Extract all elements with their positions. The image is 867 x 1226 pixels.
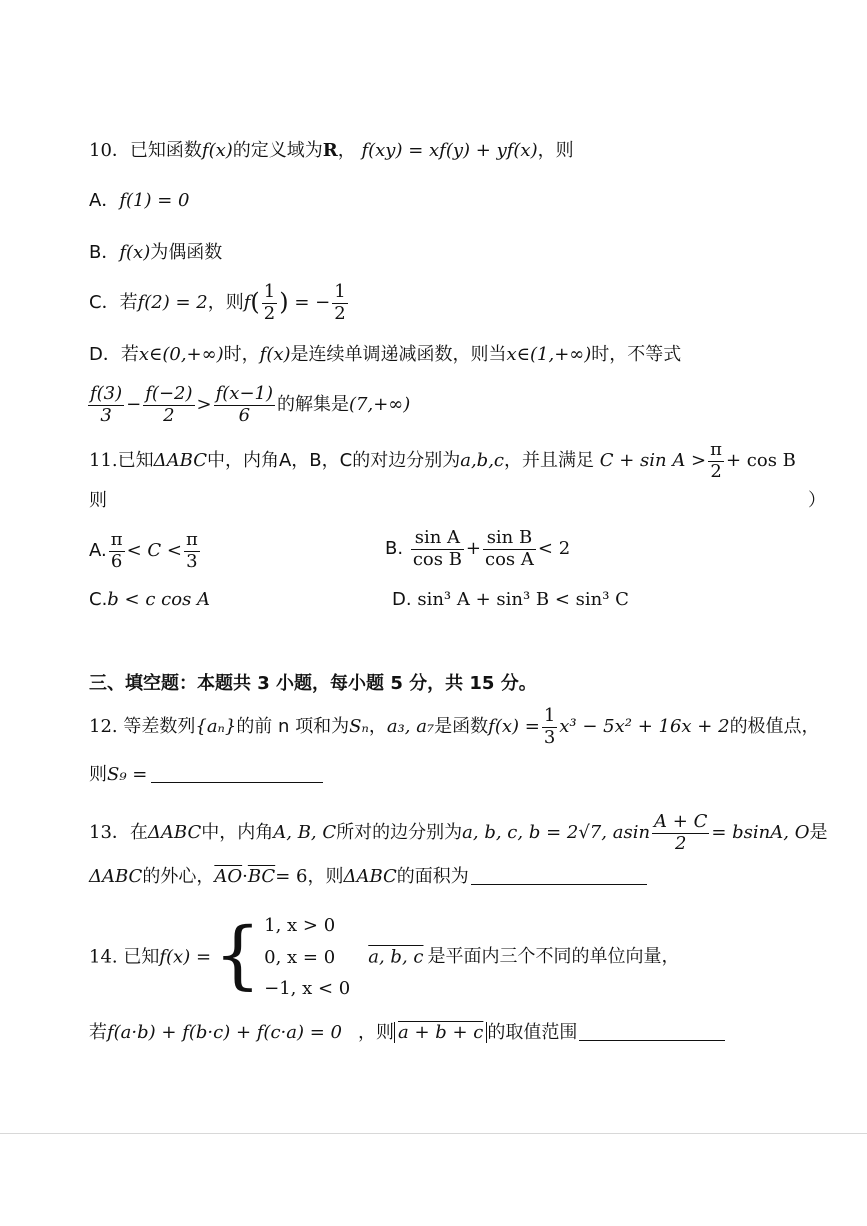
- q10-stem: 10．已知函数f(x)的定义域为R， f(xy) = xf(y) + yf(x)，则: [89, 140, 574, 161]
- q11-number: 11.: [89, 450, 118, 472]
- q10-option-d-inequality: $\frac{f(3)}{3}$ − $\frac{f(-2)}{2}$ > $\frac{f(x-1)}{6}$ 的解集是(7,+∞): [90, 383, 411, 426]
- page-divider: [0, 1133, 867, 1134]
- q14-number: 14.: [89, 946, 118, 968]
- q10-option-b: B．f(x)为偶函数: [89, 242, 223, 263]
- q14-stem-cont: 若f(a·b) + f(b·c) + f(c·a) = 0 ，则 a + b + c 的取值范围: [89, 1024, 725, 1042]
- q10-option-a: A．f(1) = 0: [89, 190, 190, 211]
- q11-option-a: A. $\frac{\pi}{6}$ < C < $\frac{\pi}{3}$: [89, 529, 198, 572]
- section-title: 三、填空题：本题共 3 小题，每小题 5 分，共 15 分。: [89, 673, 537, 694]
- piecewise-brace: {: [214, 912, 262, 999]
- q10-option-d: D．若x∈(0,+∞)时，f(x)是连续单调递减函数，则当x∈(1,+∞)时，不等式: [89, 344, 682, 365]
- q14-answer-blank[interactable]: [579, 1039, 725, 1041]
- q11-option-b: B. $\frac{\text{sin A}}{\text{cos B}}$ + $\frac{\text{sin B}}{\text{cos A}}$ < 2: [385, 527, 571, 570]
- q12-answer-line: 则S₉ =: [89, 766, 323, 784]
- fraction-neg-one-half: $\frac{1}{2}$: [334, 281, 346, 324]
- fraction-one-half: $\frac{1}{2}$: [263, 281, 276, 324]
- q12-number: 12.: [89, 716, 118, 738]
- q10-number: 10．: [89, 140, 130, 161]
- q11-closing-paren: ）: [808, 490, 826, 511]
- q13-stem: 13．在ΔABC中，内角A, B, C所对的边分别为a, b, c, b = 2√7, asin $\frac{A + C}{2}$ = bsinA, O是: [89, 811, 828, 854]
- q12-answer-blank[interactable]: [151, 781, 323, 783]
- piecewise-cases: 1, x > 0 0, x = 0 −1, x < 0: [264, 915, 351, 999]
- q11-option-d: D. sin³ A + sin³ B < sin³ C: [392, 589, 629, 610]
- q11-option-c: C.b < c cos A: [89, 589, 211, 610]
- q13-number: 13．: [89, 822, 130, 844]
- q13-answer-blank[interactable]: [471, 883, 647, 885]
- q12-stem: 12. 等差数列{aₙ}的前 n 项和为Sₙ，a₃, a₇是函数f(x) = $\frac{1}{3}$ x³ − 5x² + 16x + 2的极值点，: [89, 705, 820, 748]
- q14-stem: 14. 已知f(x) ={ 1, x > 0 0, x = 0 −1, x < 0 a, b, c 是平面内三个不同的单位向量，: [89, 910, 679, 1005]
- q11-stem-cont: 则: [89, 490, 107, 511]
- q10-functional-equation: f(xy) = xf(y) + yf(x): [361, 140, 538, 161]
- q11-stem: 11.已知ΔABC中，内角A，B，C的对边分别为a,b,c，并且满足 C + sin A > $\frac{\pi}{2}$ + cos B: [89, 439, 796, 482]
- q13-stem-cont: ΔABC的外心，$\overline{AO}\cdot\overline{BC}= 6$，则ΔABC的面积为: [89, 868, 647, 886]
- q10-option-c: C．若f(2) = 2，则f( $\frac{1}{2}$ ) = − $\frac{1}{2}$: [89, 281, 346, 324]
